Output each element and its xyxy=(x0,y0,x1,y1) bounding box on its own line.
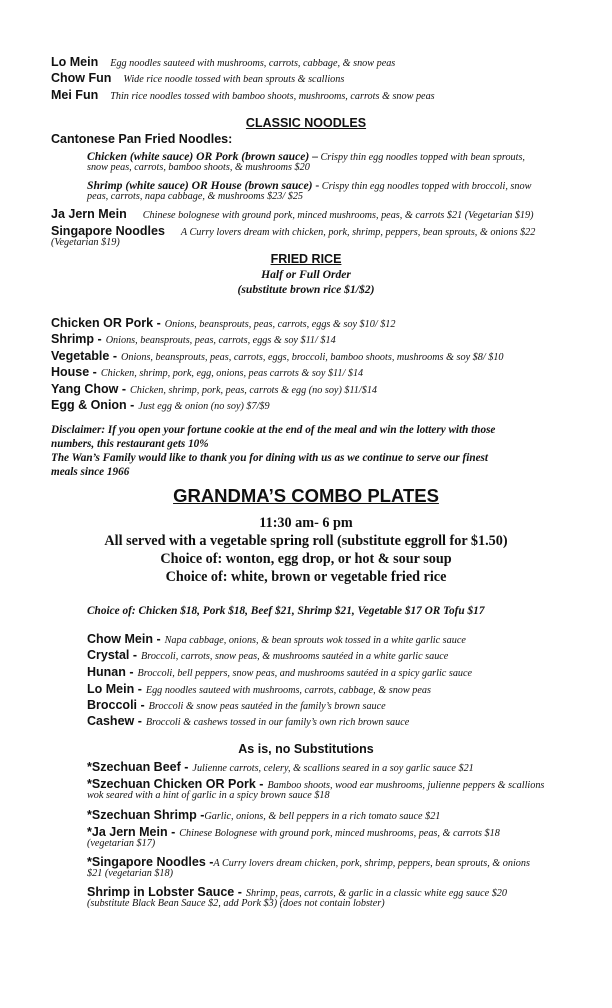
disclaimer-text: numbers, this restaurant gets 10% xyxy=(51,438,209,450)
section-heading-fried-rice: FRIED RICE xyxy=(270,252,342,266)
item-description: Crispy thin egg noodles topped with broccoli, snow xyxy=(319,181,532,192)
item-description: Thin rice noodles tossed with bamboo shoots, mushrooms, carrots & snow peas xyxy=(110,91,435,102)
item-name: Broccoli - xyxy=(87,698,145,712)
item-description: Onions, beansprouts, peas, carrots, eggs, broccoli, bamboo shoots, mushrooms & soy $8/ $10 xyxy=(121,352,504,363)
separator: - xyxy=(312,179,320,192)
fried-rice-sub: (substitute brown rice $1/$2) xyxy=(237,283,375,296)
menu-item xyxy=(51,69,344,87)
item-name: *Szechuan Beef - xyxy=(87,760,189,774)
item-name: Crystal - xyxy=(87,648,138,662)
menu-item xyxy=(51,330,336,348)
item-name: Hunan - xyxy=(87,665,134,679)
item-name: *Szechuan Chicken OR Pork - xyxy=(87,777,264,791)
item-name: Chicken (white sauce) OR Pork (brown sauce) xyxy=(87,150,310,163)
item-description: Just egg & onion (no soy) $7/$9 xyxy=(138,401,270,412)
combo-info: All served with a vegetable spring roll (substitute eggroll for $1.50) xyxy=(104,533,508,549)
combo-choice: Choice of: Chicken $18, Pork $18, Beef $21, Shrimp $21, Vegetable $17 OR Tofu $17 xyxy=(87,605,485,617)
item-name: Ja Jern Mein xyxy=(51,207,127,221)
item-description-cont: peas, carrots, napa cabbage, & mushrooms $23/ $25 xyxy=(87,191,304,202)
menu-item xyxy=(87,663,472,681)
item-name: Shrimp in Lobster Sauce - xyxy=(87,885,242,899)
section-heading-classic-noodles: CLASSIC NOODLES xyxy=(245,116,367,130)
item-name: Chow Mein - xyxy=(87,632,161,646)
combo-hours: 11:30 am- 6 pm xyxy=(259,515,353,531)
menu-item xyxy=(51,86,435,104)
item-description: Broccoli, bell peppers, snow peas, and mushrooms sautéed in a spicy garlic sauce xyxy=(137,668,473,679)
item-description: Egg noodles sauteed with mushrooms, carrots, cabbage, & snow peas xyxy=(145,685,431,696)
item-name: *Singapore Noodles - xyxy=(87,855,214,869)
menu-item xyxy=(87,758,474,776)
fried-rice-sub: Half or Full Order xyxy=(261,268,351,281)
item-description: Bamboo shoots, wood ear mushrooms, julienne peppers & scallions xyxy=(267,780,545,791)
item-description: Chinese Bolognese with ground pork, minced mushrooms, peas, & carrots $18 xyxy=(179,828,500,839)
menu-item xyxy=(51,363,363,381)
item-description: Shrimp, peas, carrots, & garlic in a classic white egg sauce $20 xyxy=(245,888,507,899)
menu-item xyxy=(51,205,534,223)
item-description: Onions, beansprouts, peas, carrots, eggs & soy $11/ $14 xyxy=(105,335,336,346)
menu-item xyxy=(87,646,448,664)
item-description-cont: (substitute Black Bean Sauce $2, add Pork $3) (does not contain lobster) xyxy=(87,898,385,909)
item-description: Chicken, shrimp, pork, egg, onions, peas carrots & soy $11/ $14 xyxy=(100,368,364,379)
menu-item xyxy=(51,396,270,414)
item-name: Chicken OR Pork - xyxy=(51,316,161,330)
item-description: Broccoli, carrots, snow peas, & mushrooms sautéed in a white garlic sauce xyxy=(141,651,449,662)
item-name: Yang Chow - xyxy=(51,382,126,396)
item-name: Mei Fun xyxy=(51,88,99,102)
combo-info: Choice of: wonton, egg drop, or hot & sour soup xyxy=(160,551,452,567)
menu-item xyxy=(87,712,409,730)
menu-item xyxy=(87,806,440,824)
item-description: Crispy thin egg noodles topped with bean sprouts, xyxy=(317,152,525,163)
thank-you-text: meals since 1966 xyxy=(51,466,130,478)
item-description: A Curry lovers dream with chicken, pork, shrimp, peppers, bean sprouts, & onions $22 xyxy=(180,227,536,238)
disclaimer-text: Disclaimer: If you open your fortune cookie at the end of the meal and win the lottery with those xyxy=(51,424,496,436)
item-description-cont: wok seared with a hint of garlic in a spicy brown sauce $18 xyxy=(87,790,330,801)
item-name: *Szechuan Shrimp - xyxy=(87,808,205,822)
item-name: Vegetable - xyxy=(51,349,117,363)
item-name: Egg & Onion - xyxy=(51,398,135,412)
item-description: Broccoli & cashews tossed in our family’s own rich brown sauce xyxy=(145,717,410,728)
item-description-cont: (vegetarian $17) xyxy=(87,838,156,849)
item-description-cont: $21 (vegetarian $18) xyxy=(87,868,174,879)
item-description: Chinese bolognese with ground pork, minced mushrooms, peas, & carrots $21 (Vegetarian $19) xyxy=(142,210,534,221)
item-name: House - xyxy=(51,365,97,379)
item-description: A Curry lovers dream chicken, pork, shrimp, peppers, bean sprouts, & onions xyxy=(213,858,530,869)
item-name: Shrimp (white sauce) OR House (brown sauce) xyxy=(87,179,313,192)
item-description: Onions, beansprouts, peas, carrots, eggs & soy $10/ $12 xyxy=(164,319,396,330)
menu-item xyxy=(51,222,535,240)
item-name: *Ja Jern Mein - xyxy=(87,825,176,839)
item-description: Wide rice noodle tossed with bean sprouts & scallions xyxy=(123,74,345,85)
item-name: Lo Mein xyxy=(51,55,99,69)
item-description: Broccoli & snow peas sautéed in the family’s brown sauce xyxy=(148,701,386,712)
item-description-cont: (Vegetarian $19) xyxy=(51,237,120,248)
item-description: Egg noodles sauteed with mushrooms, carrots, cabbage, & snow peas xyxy=(110,58,396,69)
item-name: Lo Mein - xyxy=(87,682,142,696)
cantonese-title: Cantonese Pan Fried Noodles: xyxy=(51,132,233,146)
item-name: Cashew - xyxy=(87,714,142,728)
item-name: Shrimp - xyxy=(51,332,102,346)
thank-you-text: The Wan’s Family would like to thank you for dining with us as we continue to serve our finest xyxy=(51,452,488,464)
item-description-cont: snow peas, carrots, bamboo shoots, & mushrooms $20 xyxy=(87,162,310,173)
combo-info: Choice of: white, brown or vegetable fried rice xyxy=(165,569,447,585)
item-description: Julienne carrots, celery, & scallions seared in a soy garlic sauce $21 xyxy=(192,763,474,774)
combo-title: GRANDMA’S COMBO PLATES xyxy=(173,485,439,506)
item-description: Chicken, shrimp, pork, peas, carrots & egg (no soy) $11/$14 xyxy=(130,385,378,396)
item-name: Singapore Noodles xyxy=(51,224,165,238)
item-name: Chow Fun xyxy=(51,71,112,85)
as-is-heading: As is, no Substitutions xyxy=(238,742,374,756)
item-description: Napa cabbage, onions, & bean sprouts wok tossed in a white garlic sauce xyxy=(164,635,466,646)
separator: – xyxy=(309,150,318,163)
item-description: Garlic, onions, & bell peppers in a rich tomato sauce $21 xyxy=(204,811,441,822)
